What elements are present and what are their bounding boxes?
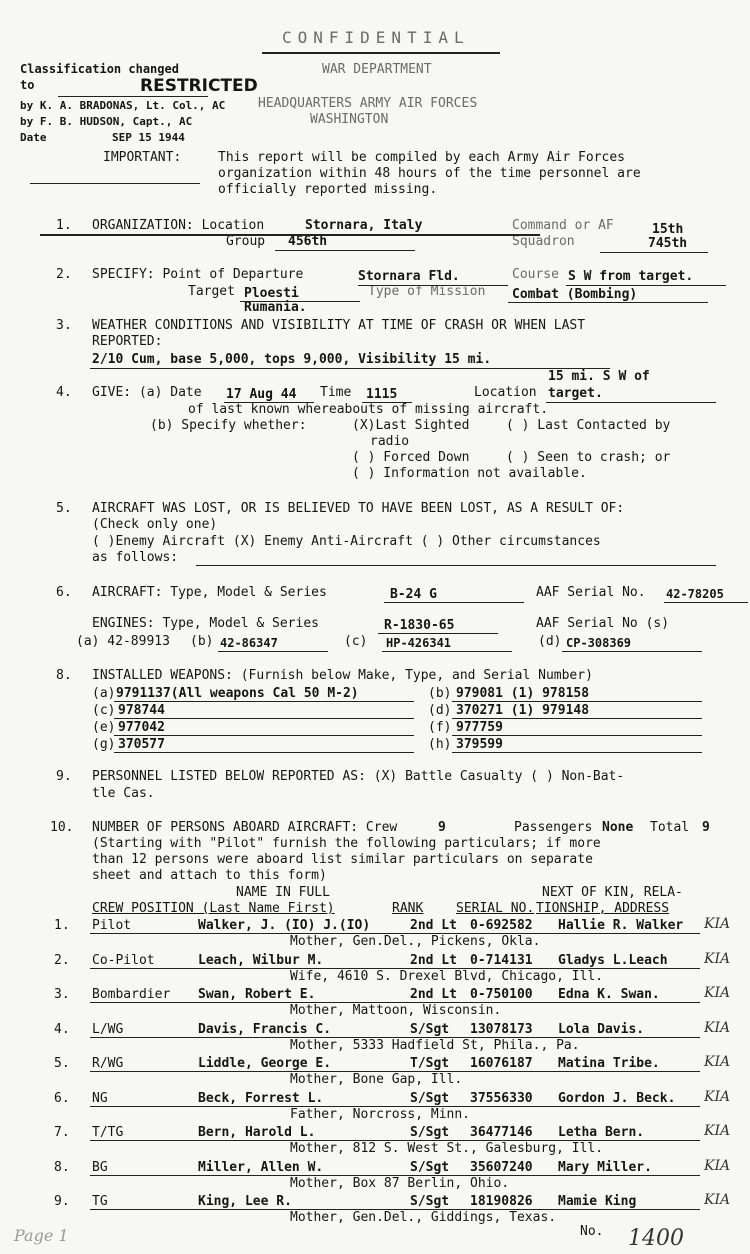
weapon-label-c: (c) xyxy=(92,703,116,718)
weapon-label-h: (h) xyxy=(428,737,452,752)
s2-num: 2. xyxy=(56,267,72,282)
crew-handwritten-mark: KIA xyxy=(704,916,731,932)
crew-rank: T/Sgt xyxy=(410,1056,450,1071)
s1-squadron-rule xyxy=(600,252,708,253)
weapon-c: 978744 xyxy=(118,703,165,718)
crew-row-rule xyxy=(90,1209,700,1210)
s3-line2: REPORTED: xyxy=(92,334,163,349)
crew-position: BG xyxy=(92,1160,108,1175)
crew-row-rule xyxy=(90,1002,700,1003)
col-tionship: TIONSHIP, ADDRESS xyxy=(536,901,670,916)
weapon-rule-g xyxy=(114,752,414,753)
s4-opt-seen-crash: ( ) Seen to crash; or xyxy=(506,450,671,465)
crew-row-number: 9. xyxy=(54,1194,70,1209)
crew-row-number: 3. xyxy=(54,987,70,1002)
s1-num: 1. xyxy=(56,218,72,233)
crew-handwritten-mark: KIA xyxy=(704,951,731,967)
s7-b: 42-86347 xyxy=(220,636,278,650)
weapon-f: 977759 xyxy=(456,720,503,735)
col-name-in-full: NAME IN FULL xyxy=(236,885,330,900)
s4-loc-rule xyxy=(546,402,716,403)
s7-serial-label: AAF Serial No (s) xyxy=(536,616,670,631)
weapon-g: 370577 xyxy=(118,737,165,752)
heading-rule xyxy=(262,52,500,54)
crew-rank: S/Sgt xyxy=(410,1022,450,1037)
crew-serial: 35607240 xyxy=(470,1160,533,1175)
s10-crew: 9 xyxy=(438,820,446,835)
crew-position: TG xyxy=(92,1194,108,1209)
crew-row-number: 6. xyxy=(54,1091,70,1106)
war-department: WAR DEPARTMENT xyxy=(322,62,432,77)
hq-sub: WASHINGTON xyxy=(310,112,389,127)
s10-line4: sheet and attach to this form) xyxy=(92,868,327,883)
s9-line2: tle Cas. xyxy=(92,786,155,801)
restricted-stamp: RESTRICTED xyxy=(140,76,258,96)
s1-group-rule xyxy=(275,250,415,251)
s4-line2: of last known whereabouts of missing aircraft. xyxy=(188,402,549,417)
weapon-rule-f xyxy=(452,735,702,736)
date-label: Date xyxy=(20,131,47,144)
s7-label: ENGINES: Type, Model & Series xyxy=(92,616,319,631)
s2-course: S W from target. xyxy=(568,269,694,284)
crew-name: King, Lee R. xyxy=(198,1194,292,1209)
s4-opt-forced-down: ( ) Forced Down xyxy=(352,450,470,465)
crew-row-rule xyxy=(90,933,700,934)
crew-address: Mother, Gen.Del., Giddings, Texas. xyxy=(290,1210,557,1225)
s2-target-2: Rumania. xyxy=(244,300,307,315)
crew-serial: 16076187 xyxy=(470,1056,533,1071)
s6-serial-rule xyxy=(664,602,748,603)
s2-departure-rule xyxy=(358,285,508,286)
s5-line4: as follows: xyxy=(92,550,179,565)
s3-line1: WEATHER CONDITIONS AND VISIBILITY AT TIME OF CRASH OR WHEN LAST xyxy=(92,318,586,333)
footer-no-label: No. xyxy=(580,1224,604,1239)
crew-rank: 2nd Lt xyxy=(410,987,457,1002)
s6-type: B-24 G xyxy=(390,587,437,602)
crew-next-of-kin: Gladys L.Leach xyxy=(558,953,668,968)
crew-position: T/TG xyxy=(92,1125,124,1140)
crew-row-rule xyxy=(90,1037,700,1038)
s2-target-rule xyxy=(240,301,360,302)
weapon-rule-a xyxy=(114,701,414,702)
crew-handwritten-mark: KIA xyxy=(704,1020,731,1036)
confidential-heading: CONFIDENTIAL xyxy=(282,28,470,47)
important-line-3: officially reported missing. xyxy=(218,182,438,197)
s7-type: R-1830-65 xyxy=(384,618,455,633)
s5-rule xyxy=(196,565,716,566)
crew-serial: 0-750100 xyxy=(470,987,533,1002)
crew-serial: 0-692582 xyxy=(470,918,533,933)
s4-loc-label: Location xyxy=(474,385,537,400)
crew-next-of-kin: Lola Davis. xyxy=(558,1022,645,1037)
s1-squadron-label: Squadron xyxy=(512,234,575,249)
crew-name: Liddle, George E. xyxy=(198,1056,332,1071)
crew-address: Mother, Mattoon, Wisconsin. xyxy=(290,1003,502,1018)
s4-b-label: (b) Specify whether: xyxy=(150,418,307,433)
crew-rank: 2nd Lt xyxy=(410,953,457,968)
s1-command-label: Command or AF xyxy=(512,218,614,233)
col-crew-position: CREW POSITION (Last Name First) xyxy=(92,901,335,916)
s7-d: CP-308369 xyxy=(566,636,632,650)
crew-address: Father, Norcross, Minn. xyxy=(290,1107,471,1122)
s4-num: 4. xyxy=(56,385,72,400)
crew-serial: 18190826 xyxy=(470,1194,533,1209)
crew-name: Bern, Harold L. xyxy=(198,1125,316,1140)
weapon-rule-b xyxy=(452,701,702,702)
crew-row-number: 2. xyxy=(54,953,70,968)
s5-num: 5. xyxy=(56,501,72,516)
crew-row-number: 1. xyxy=(54,918,70,933)
crew-position: Pilot xyxy=(92,918,132,933)
to-rule xyxy=(58,96,208,97)
by-line-2: by F. B. HUDSON, Capt., AC xyxy=(20,115,193,128)
crew-handwritten-mark: KIA xyxy=(704,1089,731,1105)
s1-group: 456th xyxy=(288,234,328,249)
weapon-rule-d xyxy=(452,718,702,719)
weapon-e: 977042 xyxy=(118,720,165,735)
crew-name: Swan, Robert E. xyxy=(198,987,316,1002)
s2-target-label: Target xyxy=(188,284,235,299)
weapon-label-a: (a) xyxy=(92,686,116,701)
crew-rank: S/Sgt xyxy=(410,1125,450,1140)
weapon-rule-c xyxy=(114,718,414,719)
crew-rank: 2nd Lt xyxy=(410,918,457,933)
weapon-b: 979081 (1) 978158 xyxy=(456,686,590,701)
crew-row-number: 5. xyxy=(54,1056,70,1071)
weapon-label-b: (b) xyxy=(428,686,452,701)
s5-line3: ( )Enemy Aircraft (X) Enemy Anti-Aircraft ( ) Other circumstances xyxy=(92,534,601,549)
s2-target: Ploesti xyxy=(244,286,299,301)
s4-date: 17 Aug 44 xyxy=(226,387,297,402)
crew-handwritten-mark: KIA xyxy=(704,985,731,1001)
s2-mission: Combat (Bombing) xyxy=(512,287,638,302)
s1-squadron: 745th xyxy=(648,236,688,251)
crew-position: Bombardier xyxy=(92,987,171,1002)
s10-total-label: Total xyxy=(650,820,690,835)
crew-handwritten-mark: KIA xyxy=(704,1192,731,1208)
s10-line3: than 12 persons were aboard list similar particulars on separate xyxy=(92,852,593,867)
crew-address: Mother, 5333 Hadfield St, Phila., Pa. xyxy=(290,1038,580,1053)
s1-rule xyxy=(40,234,540,236)
crew-address: Mother, 812 S. West St., Galesburg, Ill. xyxy=(290,1141,604,1156)
s7-type-rule xyxy=(378,633,498,634)
crew-row-rule xyxy=(90,1071,700,1072)
crew-serial: 36477146 xyxy=(470,1125,533,1140)
s7-a: (a) 42-89913 xyxy=(76,634,170,649)
crew-position: Co-Pilot xyxy=(92,953,155,968)
s4-opt-last-contacted: ( ) Last Contacted by xyxy=(506,418,671,433)
crew-handwritten-mark: KIA xyxy=(704,1123,731,1139)
s4-opt-last-sighted: (X)Last Sighted xyxy=(352,418,470,433)
weapon-label-d: (d) xyxy=(428,703,452,718)
crew-position: L/WG xyxy=(92,1022,124,1037)
crew-next-of-kin: Mamie King xyxy=(558,1194,637,1209)
s7-d-label: (d) xyxy=(538,634,562,649)
crew-position: NG xyxy=(92,1091,108,1106)
s7-b-label: (b) xyxy=(190,634,214,649)
important-label: IMPORTANT: xyxy=(103,150,182,165)
s6-num: 6. xyxy=(56,585,72,600)
crew-rank: S/Sgt xyxy=(410,1194,450,1209)
s2-departure: Stornara Fld. xyxy=(358,269,460,284)
crew-next-of-kin: Mary Miller. xyxy=(558,1160,652,1175)
weapon-d: 370271 (1) 979148 xyxy=(456,703,590,718)
s1-command: 15th xyxy=(652,222,684,237)
s10-total: 9 xyxy=(702,820,710,835)
s9-line1: PERSONNEL LISTED BELOW REPORTED AS: (X) Battle Casualty ( ) Non-Bat- xyxy=(92,769,625,784)
crew-name: Beck, Forrest L. xyxy=(198,1091,324,1106)
s6-serial: 42-78205 xyxy=(666,587,724,601)
crew-handwritten-mark: KIA xyxy=(704,1054,731,1070)
crew-rank: S/Sgt xyxy=(410,1160,450,1175)
crew-next-of-kin: Letha Bern. xyxy=(558,1125,645,1140)
crew-row-rule xyxy=(90,1106,700,1107)
crew-address: Mother, Box 87 Berlin, Ohio. xyxy=(290,1176,510,1191)
crew-next-of-kin: Hallie R. Walker xyxy=(558,918,684,933)
s4-time: 1115 xyxy=(366,387,398,402)
s10-pass-label: Passengers xyxy=(514,820,593,835)
s7-c-label: (c) xyxy=(344,634,368,649)
s2-course-rule xyxy=(566,285,726,286)
crew-next-of-kin: Matina Tribe. xyxy=(558,1056,660,1071)
s2-mission-label: Type of Mission xyxy=(368,284,486,299)
crew-position: R/WG xyxy=(92,1056,124,1071)
weapon-a: 9791137(All weapons Cal 50 M-2) xyxy=(116,686,359,701)
crew-name: Davis, Francis C. xyxy=(198,1022,332,1037)
s1-label: ORGANIZATION: Location xyxy=(92,218,265,233)
crew-next-of-kin: Edna K. Swan. xyxy=(558,987,660,1002)
crew-name: Leach, Wilbur M. xyxy=(198,953,324,968)
by-line-1: by K. A. BRADONAS, Lt. Col., AC xyxy=(20,99,226,112)
crew-name: Walker, J. (IO) J.(IO) xyxy=(198,918,371,933)
s3-rule xyxy=(90,368,610,369)
s6-label: AIRCRAFT: Type, Model & Series xyxy=(92,585,327,600)
s5-line1: AIRCRAFT WAS LOST, OR IS BELIEVED TO HAVE BEEN LOST, AS A RESULT OF: xyxy=(92,501,625,516)
s2-course-label: Course xyxy=(512,267,559,282)
weapon-h: 379599 xyxy=(456,737,503,752)
s2-label: SPECIFY: Point of Departure xyxy=(92,267,304,282)
s4-a-label: GIVE: (a) Date xyxy=(92,385,202,400)
crew-row-rule xyxy=(90,1175,700,1176)
s4-opt-radio: radio xyxy=(370,434,410,449)
s6-serial-label: AAF Serial No. xyxy=(536,585,646,600)
weapon-rule-h xyxy=(452,752,702,753)
s4-loc-1: 15 mi. S W of xyxy=(548,369,650,384)
important-line-2: organization within 48 hours of the time personnel are xyxy=(218,166,641,181)
s7-b-rule xyxy=(218,651,328,652)
crew-name: Miller, Allen W. xyxy=(198,1160,324,1175)
s7-c: HP-426341 xyxy=(386,636,452,650)
crew-rank: S/Sgt xyxy=(410,1091,450,1106)
crew-next-of-kin: Gordon J. Beck. xyxy=(558,1091,676,1106)
weapon-label-g: (g) xyxy=(92,737,116,752)
col-rank: RANK xyxy=(392,901,424,916)
s7-c-rule xyxy=(382,651,512,652)
s1-location: Stornara, Italy xyxy=(305,218,423,233)
s6-type-rule xyxy=(384,602,524,603)
s4-time-label: Time xyxy=(320,385,352,400)
s7-d-rule xyxy=(562,651,702,652)
s9-num: 9. xyxy=(56,769,72,784)
s8-label: INSTALLED WEAPONS: (Furnish below Make, Type, and Serial Number) xyxy=(92,668,593,683)
s8-num: 8. xyxy=(56,668,72,683)
crew-row-number: 4. xyxy=(54,1022,70,1037)
crew-address: Wife, 4610 S. Drexel Blvd, Chicago, Ill. xyxy=(290,969,604,984)
to-label: to xyxy=(20,78,35,92)
s1-group-label: Group xyxy=(226,234,266,249)
crew-row-rule xyxy=(90,968,700,969)
important-line-1: This report will be compiled by each Army Air Forces xyxy=(218,150,625,165)
crew-handwritten-mark: KIA xyxy=(704,1158,731,1174)
classification-changed: Classification changed xyxy=(20,62,179,76)
s3-num: 3. xyxy=(56,318,72,333)
crew-address: Mother, Bone Gap, Ill. xyxy=(290,1072,463,1087)
date-value: SEP 15 1944 xyxy=(112,131,185,144)
s10-pass: None xyxy=(602,820,634,835)
s3-value: 2/10 Cum, base 5,000, tops 9,000, Visibility 15 mi. xyxy=(92,352,492,367)
weapon-label-e: (e) xyxy=(92,720,116,735)
crew-row-rule xyxy=(90,1140,700,1141)
corner-note: Page 1 xyxy=(14,1226,69,1245)
important-rule xyxy=(30,183,200,184)
s5-line2: (Check only one) xyxy=(92,517,218,532)
col-next-of-kin: NEXT OF KIN, RELA- xyxy=(542,885,683,900)
crew-serial: 0-714131 xyxy=(470,953,533,968)
crew-serial: 13078173 xyxy=(470,1022,533,1037)
s2-mission-rule xyxy=(508,302,708,303)
s10-num: 10. xyxy=(50,820,74,835)
hq-line: HEADQUARTERS ARMY AIR FORCES xyxy=(258,96,478,111)
crew-address: Mother, Gen.Del., Pickens, Okla. xyxy=(290,934,541,949)
footer-no-value: 1400 xyxy=(628,1226,684,1251)
s10-line2: (Starting with "Pilot" furnish the following particulars; if more xyxy=(92,836,601,851)
s4-loc-2: target. xyxy=(548,386,603,401)
crew-serial: 37556330 xyxy=(470,1091,533,1106)
weapon-label-f: (f) xyxy=(428,720,452,735)
crew-row-number: 7. xyxy=(54,1125,70,1140)
s10-line1: NUMBER OF PERSONS ABOARD AIRCRAFT: Crew xyxy=(92,820,398,835)
crew-row-number: 8. xyxy=(54,1160,70,1175)
s4-opt-no-info: ( ) Information not available. xyxy=(352,466,587,481)
weapon-rule-e xyxy=(114,735,414,736)
col-serial: SERIAL NO. xyxy=(456,901,535,916)
